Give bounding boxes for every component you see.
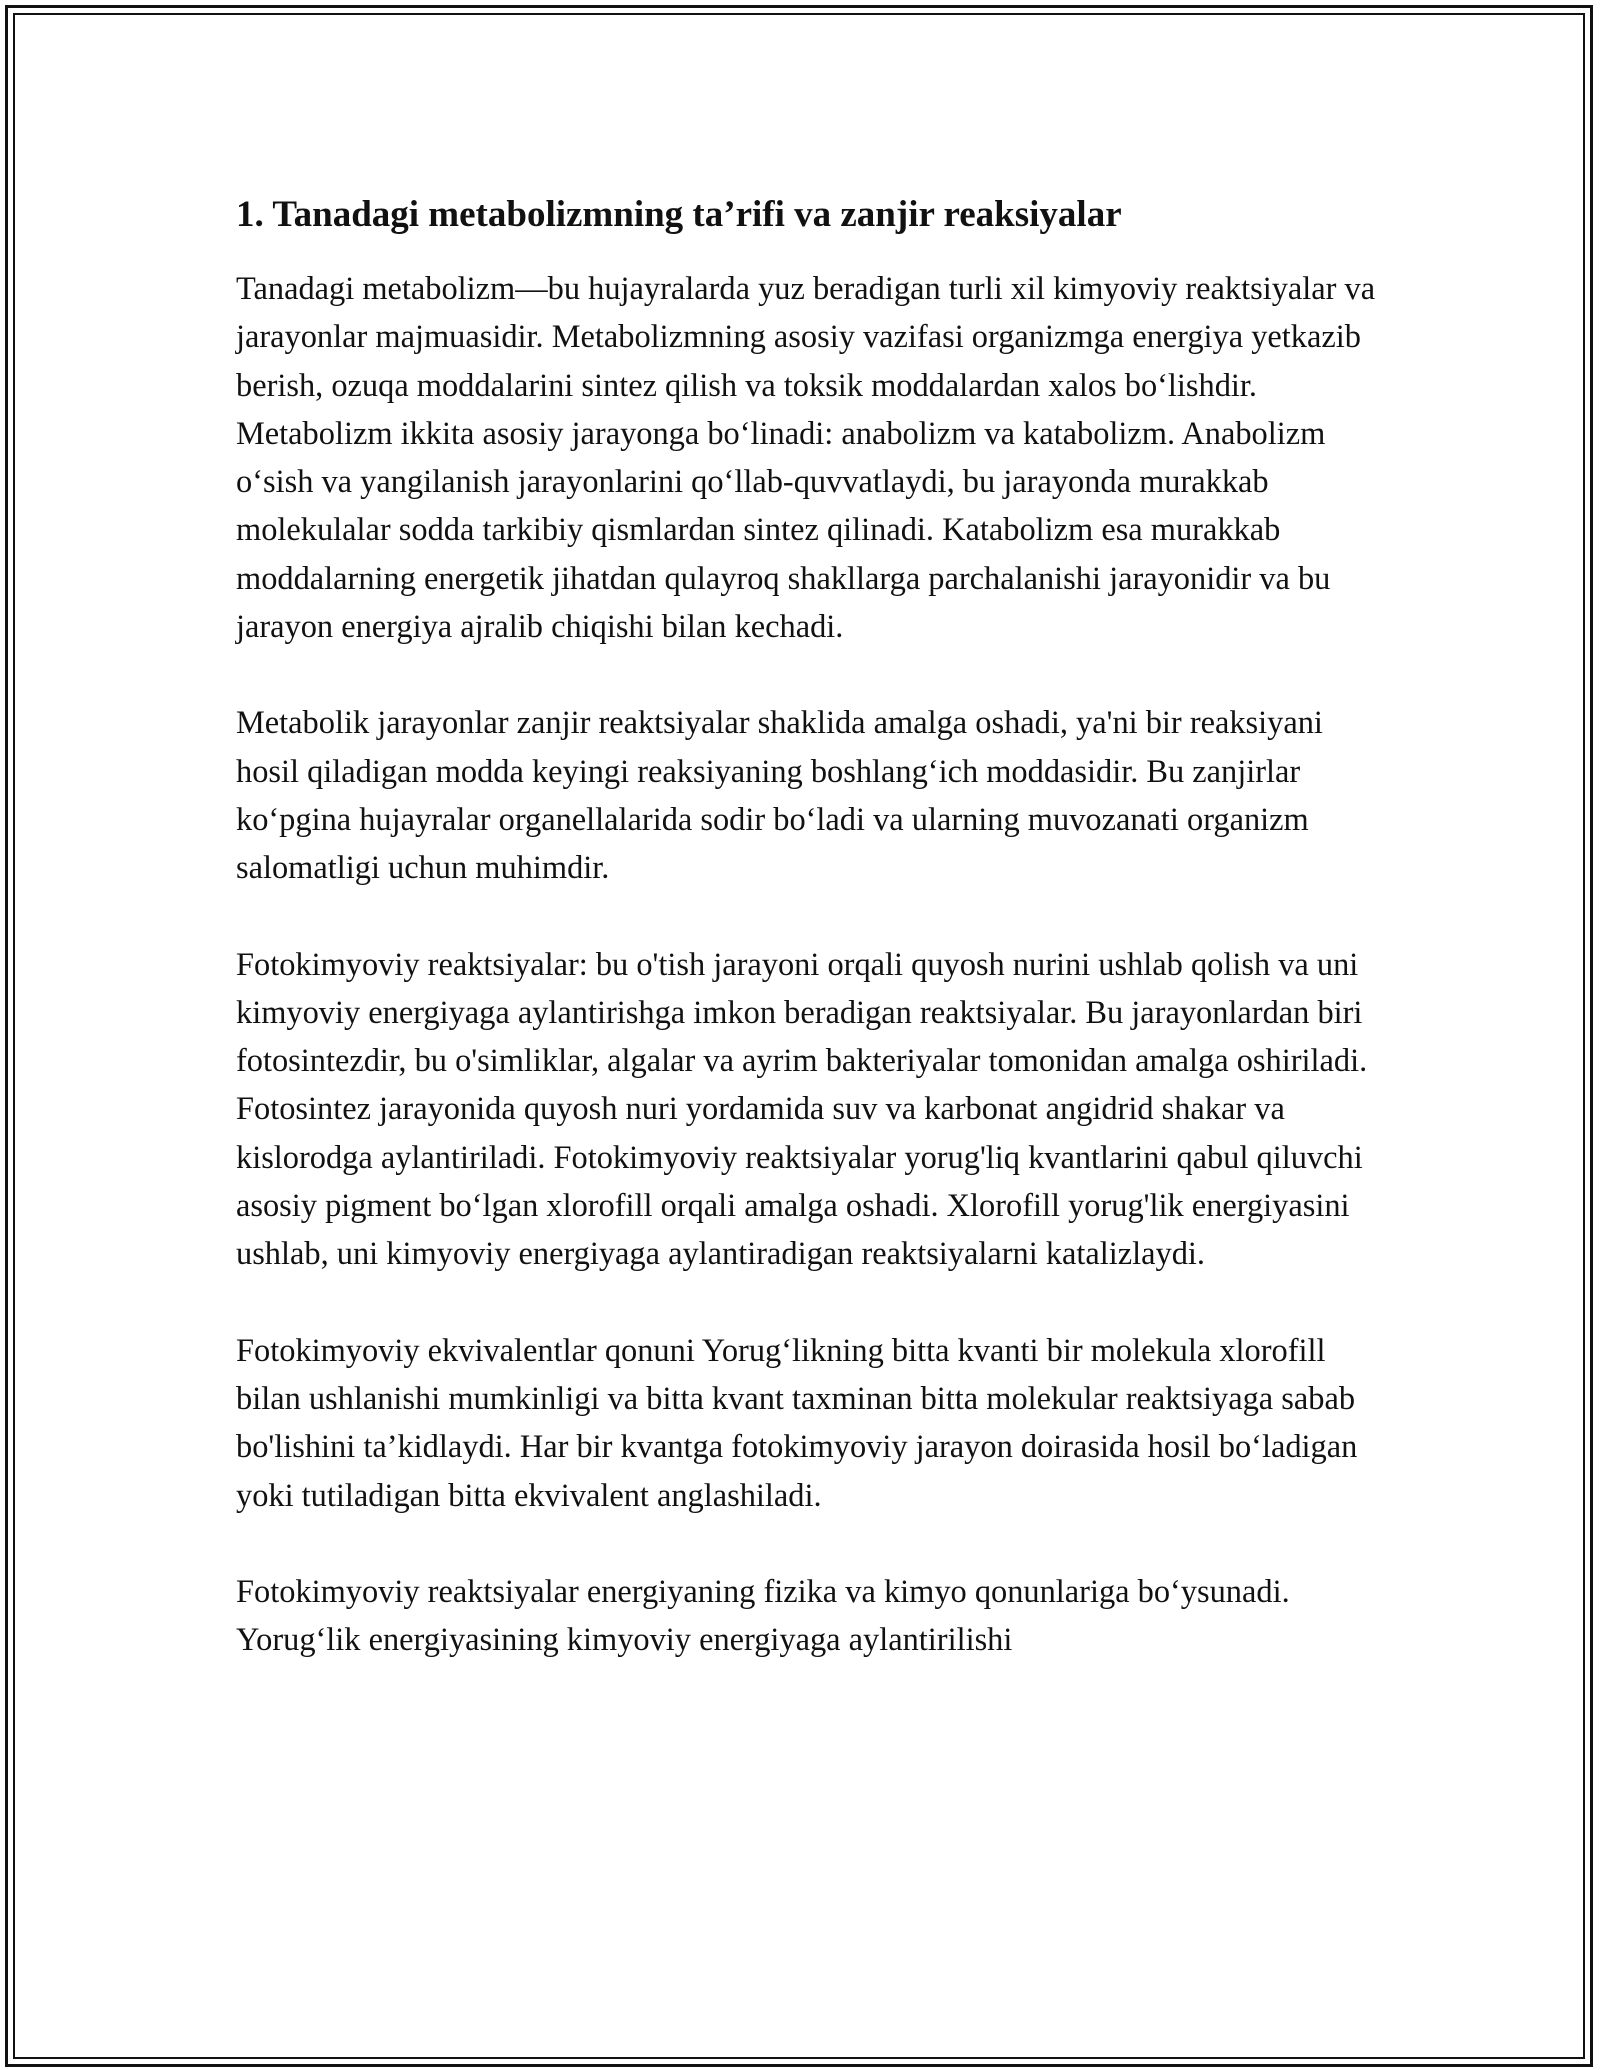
section-heading: 1. Tanadagi metabolizmning ta’rifi va zanjir reaksiyalar — [236, 194, 1122, 235]
paragraph-energy-laws: Fotokimyoviy reaktsiyalar energiyaning fizika va kimyo qonunlariga bo‘ysunadi. Yorug‘lik energiyasining kimyoviy energiyaga aylantirilishi — [236, 1573, 1290, 1659]
paragraph-photochemical-reactions: Fotokimyoviy reaktsiyalar: bu o'tish jarayoni orqali quyosh nurini ushlab qolish va uni kimyoviy energiyaga aylantirishga imkon beradigan reaktsiyalar. Bu jarayonlardan biri fotosintezdir, bu o'simliklar, algalar va ayrim bakteriyalar tomonidan amalga oshiriladi. Fotosintez jarayonida quyosh nuri yordamida suv va karbonat angidrid shakar va kislorodga aylantiriladi. Fotokimyoviy reaktsiyalar yorug'liq kvantlarini qabul qiluvchi asosiy pigment bo‘lgan xlorofill orqali amalga oshadi. Xlorofill yorug'lik energiyasini ushlab, uni kimyoviy energiyaga aylantiradigan reaktsiyalarni katalizlaydi. — [236, 946, 1368, 1273]
paragraph-photochemical-equivalence: Fotokimyoviy ekvivalentlar qonuni Yorug‘likning bitta kvanti bir molekula xlorofill bilan ushlanishi mumkinligi va bitta kvant taxminan bitta molekular reaktsiyaga sabab bo'lishini ta’kidlaydi. Har bir kvantga fotokimyoviy jarayon doirasida hosil bo‘ladigan yoki tutiladigan bitta ekvivalent anglashiladi. — [236, 1332, 1358, 1514]
document-body — [236, 185, 1376, 1712]
paragraph-chain-reactions: Metabolik jarayonlar zanjir reaktsiyalar shaklida amalga oshadi, ya'ni bir reaksiyani hosil qiladigan modda keyingi reaksiyaning boshlang‘ich moddasidir. Bu zanjirlar ko‘pgina hujayralar organellalarida sodir bo‘ladi va ularning muvozanati organizm salomatligi uchun muhimdir. — [236, 705, 1323, 887]
paragraph-metabolism-definition: Tanadagi metabolizm—bu hujayralarda yuz beradigan turli xil kimyoviy reaktsiyalar va jarayonlar majmuasidir. Metabolizmning asosiy vazifasi organizmga energiya yetkazib berish, ozuqa moddalarini sintez qilish va toksik moddalardan xalos bo‘lishdir. Metabolizm ikkita asosiy jarayonga bo‘linadi: anabolizm va katabolizm. Anabolizm o‘sish va yangilanish jarayonlarini qo‘llab-quvvatlaydi, bu jarayonda murakkab molekulalar sodda tarkibiy qismlardan sintez qilinadi. Katabolizm esa murakkab moddalarning energetik jihatdan qulayroq shakllarga parchalanishi jarayonidir va bu jarayon energiya ajralib chiqishi bilan kechadi. — [236, 271, 1376, 646]
